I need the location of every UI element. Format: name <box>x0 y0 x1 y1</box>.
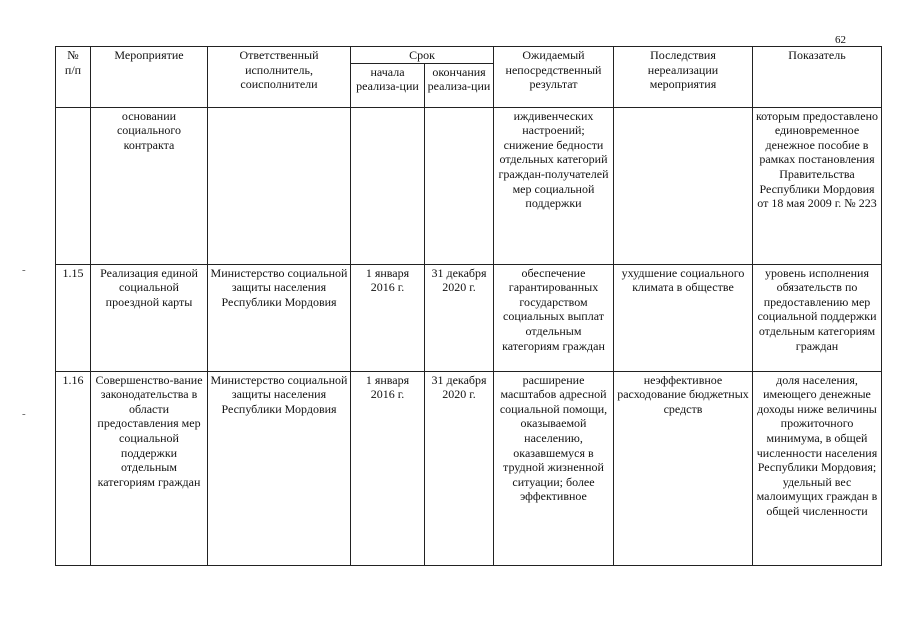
cell-num: 1.16 <box>56 371 91 565</box>
col-header-executor: Ответственный исполнитель, соисполнители <box>208 47 351 108</box>
col-header-term: Срок <box>351 47 494 64</box>
scan-mark: - <box>22 264 26 276</box>
table-row <box>56 264 882 371</box>
col-header-indicator: Показатель <box>753 47 882 108</box>
cell-event: Реализация единой социальной проездной карты <box>91 264 208 371</box>
program-events-table <box>55 46 882 566</box>
scan-mark: - <box>22 408 26 420</box>
cell-event: Совершенство-вание законодательства в области предоставления мер социальной поддержки отдельным категориям граждан <box>91 371 208 565</box>
cell-num <box>56 107 91 264</box>
col-header-num: № п/п <box>56 47 91 108</box>
cell-end: 31 декабря 2020 г. <box>425 264 494 371</box>
cell-end <box>425 107 494 264</box>
cell-result: обеспечение гарантированных государством социальных выплат отдельным категориям граждан <box>494 264 614 371</box>
cell-indicator: доля населения, имеющего денежные доходы ниже величины прожиточного минимума, в общей численности населения Республики Мордовия; удельный вес малоимущих граждан в общей численности <box>753 371 882 565</box>
cell-start <box>351 107 425 264</box>
cell-num: 1.15 <box>56 264 91 371</box>
cell-end: 31 декабря 2020 г. <box>425 371 494 565</box>
cell-consequences <box>614 107 753 264</box>
page-number: 62 <box>835 34 846 46</box>
table-row <box>56 107 882 264</box>
col-header-result: Ожидаемый непосредственный результат <box>494 47 614 108</box>
cell-executor <box>208 107 351 264</box>
cell-indicator: которым предоставлено единовременное денежное пособие в рамках постановления Правительства Республики Мордовия от 18 мая 2009 г. № 223 <box>753 107 882 264</box>
cell-executor: Министерство социальной защиты населения Республики Мордовия <box>208 264 351 371</box>
col-header-term-end: окончания реализа-ции <box>425 63 494 107</box>
cell-consequences: неэффективное расходование бюджетных средств <box>614 371 753 565</box>
table-row <box>56 371 882 565</box>
col-header-term-start: начала реализа-ции <box>351 63 425 107</box>
cell-result: расширение масштабов адресной социальной помощи, оказываемой населению, оказавшемуся в трудной жизненной ситуации; более эффективное <box>494 371 614 565</box>
cell-indicator: уровень исполнения обязательств по предоставлению мер социальной поддержки отдельным категориям граждан <box>753 264 882 371</box>
col-header-consequences: Последствия нереализации мероприятия <box>614 47 753 108</box>
header-row <box>56 47 882 64</box>
cell-event: основании социального контракта <box>91 107 208 264</box>
col-header-event: Мероприятие <box>91 47 208 108</box>
cell-result: иждивенческих настроений; снижение бедности отдельных категорий граждан-получателей мер социальной поддержки <box>494 107 614 264</box>
cell-start: 1 января 2016 г. <box>351 264 425 371</box>
cell-executor: Министерство социальной защиты населения Республики Мордовия <box>208 371 351 565</box>
cell-start: 1 января 2016 г. <box>351 371 425 565</box>
cell-consequences: ухудшение социального климата в обществе <box>614 264 753 371</box>
